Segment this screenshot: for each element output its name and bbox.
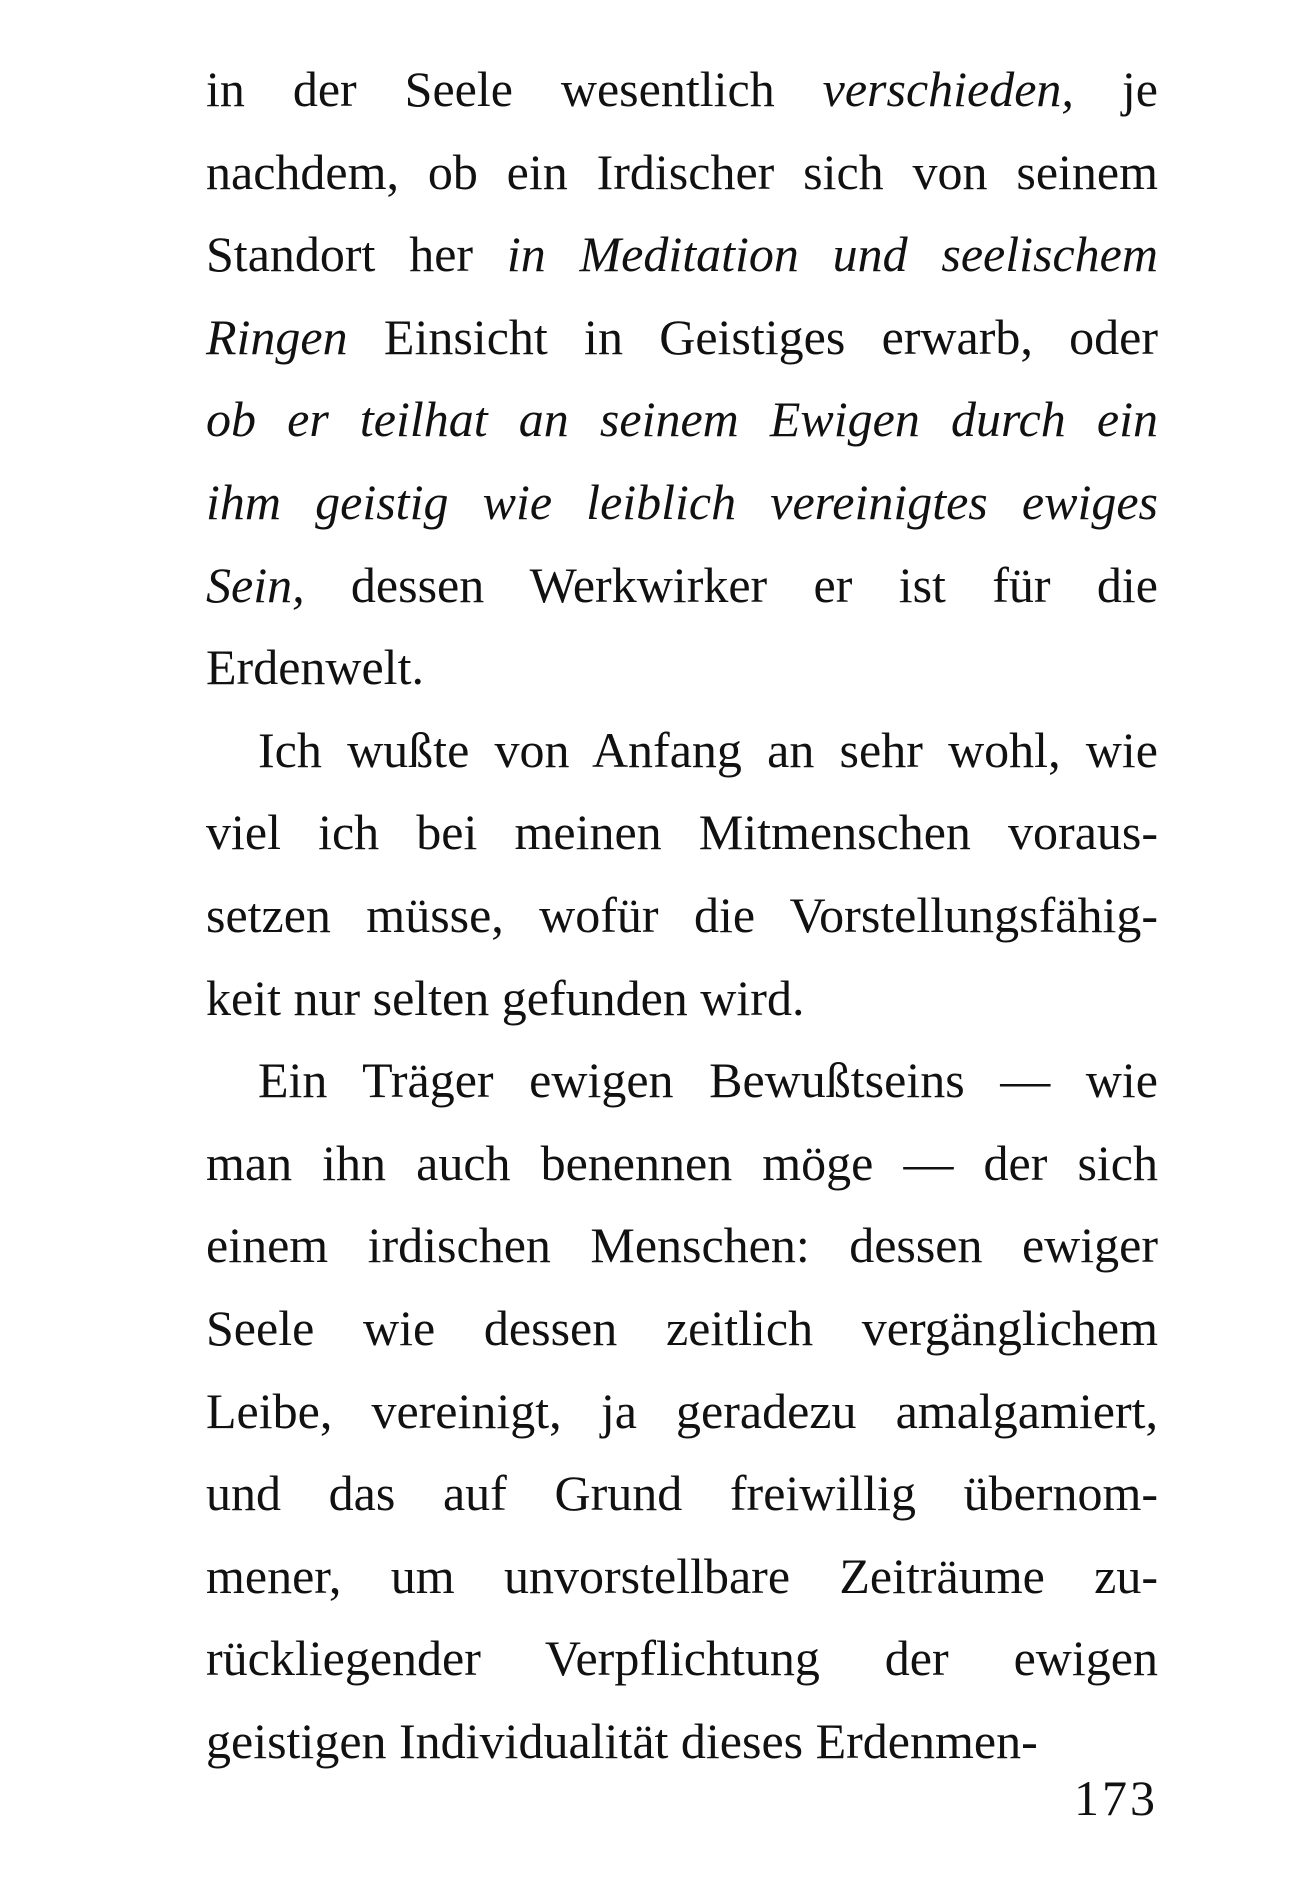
paragraph [206, 709, 1158, 1039]
text-segment: Leibe, vereinigt, ja geradezu amalgamiert, [206, 1382, 1158, 1439]
text-line [206, 1452, 1158, 1535]
italic-text: Sein, [206, 556, 305, 613]
text-line [206, 213, 1158, 296]
text-line [206, 626, 1158, 709]
text-segment: dessen Werkwirker er ist für die [304, 556, 1158, 613]
text-segment: Standort her [206, 226, 507, 283]
text-line [206, 461, 1158, 544]
text-line [206, 1617, 1158, 1700]
text-line [206, 1039, 1158, 1122]
text-segment: und das auf Grund freiwillig übernom- [206, 1465, 1158, 1522]
italic-text: ihm geistig wie leiblich vereinigtes ewiges [206, 473, 1158, 530]
text-line [206, 1700, 1158, 1783]
text-segment: geistigen Individualität dieses Erdenmen- [206, 1712, 1038, 1769]
text-line [206, 544, 1158, 627]
text-segment: je [1073, 61, 1158, 117]
text-line [206, 48, 1158, 131]
text-segment: keit nur selten gefunden wird. [206, 969, 805, 1026]
body-text [206, 48, 1158, 1782]
text-segment: viel ich bei meinen Mitmenschen voraus- [206, 804, 1158, 861]
text-segment: Seele wie dessen zeitlich vergänglichem [206, 1299, 1158, 1356]
text-line [206, 1204, 1158, 1287]
text-line [206, 1122, 1158, 1205]
text-line [206, 296, 1158, 379]
paragraph [206, 48, 1158, 709]
text-line [206, 1535, 1158, 1618]
text-line [206, 378, 1158, 461]
text-segment: Ein Träger ewigen Bewußtseins — wie [258, 1052, 1158, 1109]
text-segment: einem irdischen Menschen: dessen ewiger [206, 1217, 1158, 1274]
italic-text: ob er teilhat an seinem Ewigen durch ein [206, 391, 1158, 448]
text-segment: setzen müsse, wofür die Vorstellungsfähig- [206, 886, 1158, 943]
text-line [206, 874, 1158, 957]
text-segment: nachdem, ob ein Irdischer sich von seinem [206, 143, 1158, 200]
italic-text: in Meditation und seelischem [506, 226, 1158, 283]
italic-text: verschieden, [822, 61, 1074, 117]
text-segment: in der Seele wesentlich [206, 61, 823, 117]
page-number: 173 [1074, 1770, 1158, 1826]
text-line [206, 709, 1158, 792]
text-line [206, 791, 1158, 874]
text-line [206, 131, 1158, 214]
text-segment: Ich wußte von Anfang an sehr wohl, wie [258, 721, 1158, 778]
italic-text: Ringen [206, 308, 348, 365]
text-line [206, 1370, 1158, 1453]
text-segment: mener, um unvorstellbare Zeiträume zu- [206, 1547, 1158, 1604]
text-segment: Erdenwelt. [206, 639, 424, 696]
text-segment: man ihn auch benennen möge — der sich [206, 1134, 1158, 1191]
text-line [206, 957, 1158, 1040]
text-segment: Einsicht in Geistiges erwarb, oder [347, 308, 1158, 365]
text-segment: rückliegender Verpflichtung der ewigen [206, 1630, 1158, 1687]
paragraph [206, 1039, 1158, 1782]
text-line [206, 1287, 1158, 1370]
